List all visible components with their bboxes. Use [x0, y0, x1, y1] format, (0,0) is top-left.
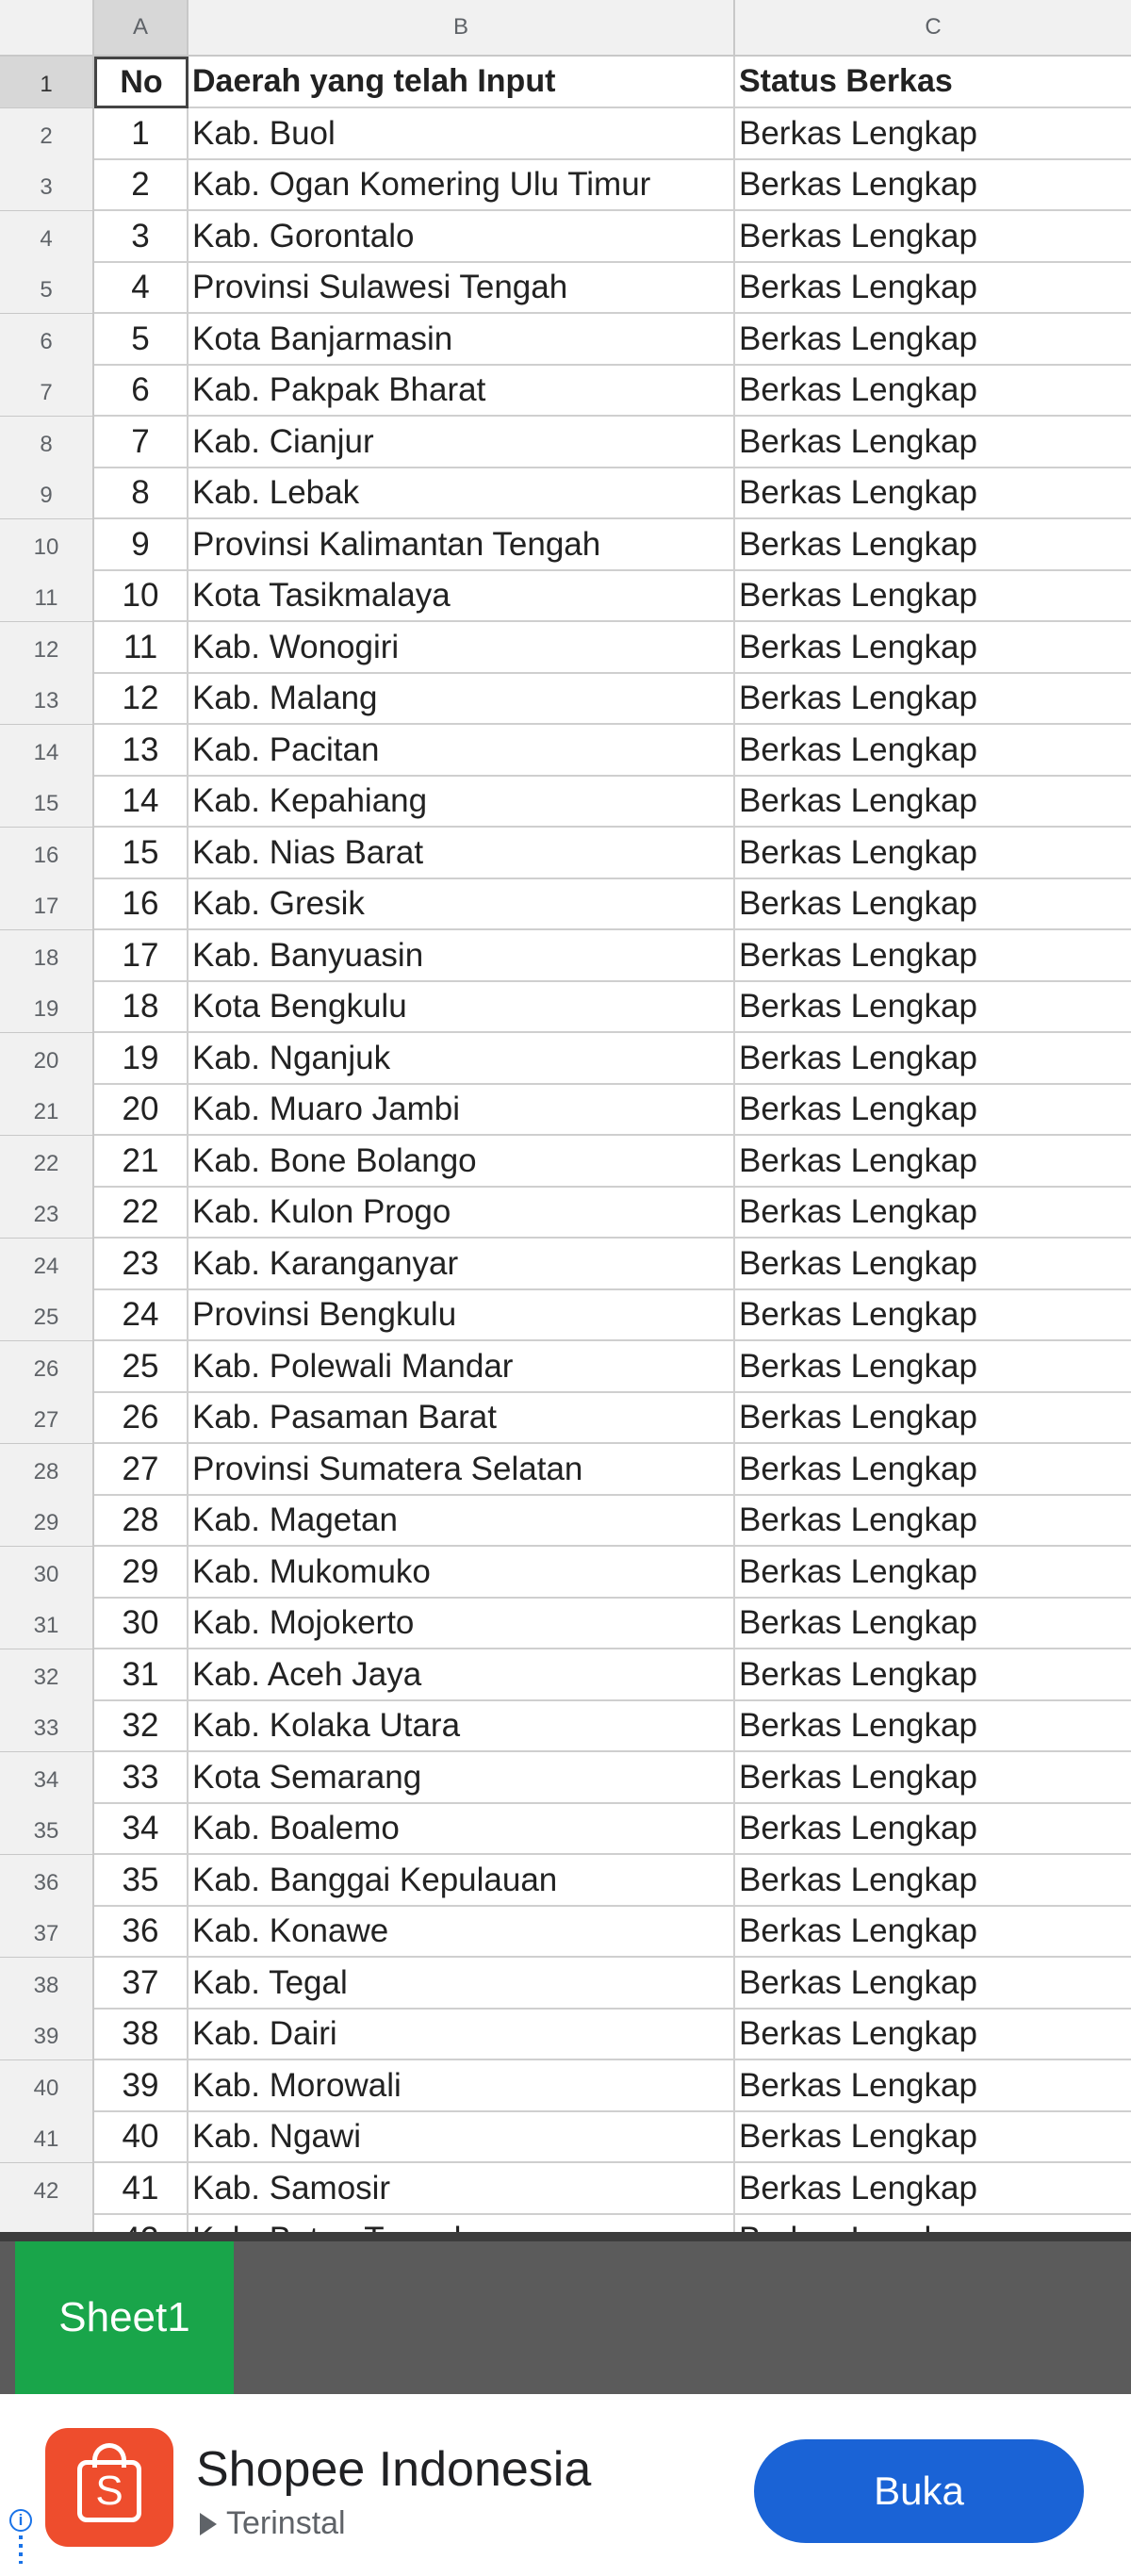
cell-status[interactable]: Berkas Lengkap [735, 262, 1131, 314]
cell-no[interactable]: 1 [94, 108, 188, 160]
table-row [0, 1495, 1131, 1547]
cell-no[interactable]: No [94, 57, 188, 108]
row-number[interactable]: 36 [0, 1855, 94, 1907]
cell-no[interactable]: 33 [94, 1752, 188, 1804]
table-row [0, 1187, 1131, 1239]
cell-region[interactable]: Kab. Pasaman Barat [188, 1392, 735, 1444]
cell-region[interactable]: Kota Bengkulu [188, 981, 735, 1033]
cell-status[interactable]: Berkas Lengkap [735, 159, 1131, 211]
table-row [0, 1906, 1131, 1958]
cell-region[interactable]: Kab. Kolaka Utara [188, 1700, 735, 1752]
cell-status[interactable]: Berkas Lengkap [735, 2111, 1131, 2163]
cell-no[interactable]: 7 [94, 417, 188, 468]
table-row [0, 2060, 1131, 2112]
header-row [0, 57, 1131, 108]
cell-region[interactable]: Daerah yang telah Input [188, 57, 735, 108]
cell-no[interactable]: 22 [94, 1187, 188, 1239]
cell-status[interactable]: Berkas Lengkap [735, 1958, 1131, 2010]
cell-status[interactable]: Berkas Lengkap [735, 1289, 1131, 1341]
shopee-bag-icon [45, 2428, 173, 2547]
cell-status[interactable]: Berkas Lengkap [735, 108, 1131, 160]
row-number[interactable]: 19 [0, 981, 94, 1033]
cell-region[interactable]: Kab. Aceh Jaya [188, 1649, 735, 1701]
cell-no[interactable]: 35 [94, 1855, 188, 1907]
cell-region[interactable]: Kab. Mukomuko [188, 1547, 735, 1599]
row-number[interactable]: 42 [0, 2163, 94, 2215]
row-number[interactable]: 2 [0, 108, 94, 160]
cell-status[interactable]: Berkas Lengkap [735, 1136, 1131, 1188]
table-row [0, 776, 1131, 828]
row-number[interactable]: 34 [0, 1752, 94, 1804]
cell-no[interactable]: 9 [94, 519, 188, 571]
table-row [0, 1700, 1131, 1752]
table-row [0, 1444, 1131, 1496]
cell-no[interactable]: 21 [94, 1136, 188, 1188]
row-number[interactable]: 28 [0, 1444, 94, 1496]
cell-status[interactable]: Status Berkas [735, 57, 1131, 108]
cell-no[interactable]: 28 [94, 1495, 188, 1547]
row-number[interactable]: 12 [0, 622, 94, 674]
cell-no[interactable]: 32 [94, 1700, 188, 1752]
row-number[interactable]: 16 [0, 828, 94, 879]
cell-region[interactable]: Kab. Nias Barat [188, 828, 735, 879]
cell-region[interactable]: Kab. Magetan [188, 1495, 735, 1547]
cell-region[interactable]: Kab. Banyuasin [188, 930, 735, 982]
cell-status[interactable]: Berkas Lengkap [735, 1341, 1131, 1393]
table-row [0, 1392, 1131, 1444]
cell-no[interactable]: 11 [94, 622, 188, 674]
sheet-tab-sheet1[interactable]: Sheet1 [15, 2241, 234, 2394]
cell-region[interactable]: Kab. Muaro Jambi [188, 1084, 735, 1136]
cell-status[interactable]: Berkas Lengkap [735, 622, 1131, 674]
cell-status[interactable]: Berkas Lengkap [735, 2060, 1131, 2112]
cell-region[interactable]: Kab. Lebak [188, 468, 735, 519]
row-number[interactable]: 35 [0, 1803, 94, 1855]
table-row [0, 211, 1131, 263]
cell-region[interactable]: Kab. Bone Bolango [188, 1136, 735, 1188]
cell-status[interactable]: Berkas Lengkap [735, 725, 1131, 777]
row-number[interactable]: 29 [0, 1495, 94, 1547]
table-row [0, 417, 1131, 468]
cell-no[interactable]: 3 [94, 211, 188, 263]
cell-status[interactable]: Berkas Lengkap [735, 1444, 1131, 1496]
row-number[interactable]: 8 [0, 417, 94, 468]
row-number[interactable]: 20 [0, 1033, 94, 1085]
bag-letter: S [77, 2460, 141, 2522]
cell-region[interactable]: Kota Tasikmalaya [188, 570, 735, 622]
cell-region[interactable]: Kab. Boalemo [188, 1803, 735, 1855]
cell-status[interactable]: Berkas Lengkap [735, 1495, 1131, 1547]
table-row [0, 930, 1131, 982]
cell-no[interactable]: 5 [94, 314, 188, 366]
table-row [0, 1598, 1131, 1649]
row-number[interactable]: 37 [0, 1906, 94, 1958]
table-row [0, 2163, 1131, 2215]
table-row [0, 878, 1131, 930]
cell-region[interactable]: Kab. Karanganyar [188, 1239, 735, 1290]
row-number[interactable]: 32 [0, 1649, 94, 1701]
cell-region[interactable]: Kab. Polewali Mandar [188, 1341, 735, 1393]
cell-region[interactable]: Kab. Cianjur [188, 417, 735, 468]
cell-status[interactable]: Berkas Lengkap [735, 1084, 1131, 1136]
cell-no[interactable]: 37 [94, 1958, 188, 2010]
cell-no[interactable]: 4 [94, 262, 188, 314]
row-number[interactable]: 7 [0, 365, 94, 417]
cell-no[interactable]: 23 [94, 1239, 188, 1290]
row-number[interactable]: 6 [0, 314, 94, 366]
table-row [0, 1958, 1131, 2010]
cell-region[interactable]: Kab. Konawe [188, 1906, 735, 1958]
cell-region[interactable]: Kab. Dairi [188, 2009, 735, 2060]
row-number[interactable]: 21 [0, 1084, 94, 1136]
cell-no[interactable]: 27 [94, 1444, 188, 1496]
row-number[interactable]: 25 [0, 1289, 94, 1341]
row-number[interactable]: 24 [0, 1239, 94, 1290]
table-row [0, 828, 1131, 879]
table-row [0, 2111, 1131, 2163]
cell-region[interactable]: Kab. Ngawi [188, 2111, 735, 2163]
column-header-c[interactable]: C [925, 14, 942, 40]
cell-no[interactable]: 16 [94, 878, 188, 930]
row-number[interactable]: 18 [0, 930, 94, 982]
row-number[interactable]: 22 [0, 1136, 94, 1188]
cell-no[interactable]: 18 [94, 981, 188, 1033]
cell-status[interactable]: Berkas Lengkap [735, 570, 1131, 622]
row-number[interactable]: 26 [0, 1341, 94, 1393]
cell-region[interactable]: Provinsi Sulawesi Tengah [188, 262, 735, 314]
column-header-b[interactable]: B [188, 0, 735, 55]
column-header-bar [0, 0, 1131, 57]
row-number[interactable]: 11 [0, 570, 94, 622]
cell-region[interactable]: Provinsi Bengkulu [188, 1289, 735, 1341]
cell-status[interactable]: Berkas Lengkap [735, 1855, 1131, 1907]
cell-status[interactable]: Berkas Lengkap [735, 1906, 1131, 1958]
cell-status[interactable]: Berkas Lengkap [735, 1033, 1131, 1085]
cell-status[interactable]: Berkas Lengkap [735, 930, 1131, 982]
cell-no[interactable]: 10 [94, 570, 188, 622]
cell-status[interactable]: Berkas Lengkap [735, 365, 1131, 417]
table-row [0, 1547, 1131, 1599]
row-number[interactable]: 15 [0, 776, 94, 828]
cell-status[interactable]: Berkas Lengkap [735, 519, 1131, 571]
cell-region[interactable]: Kab. Nganjuk [188, 1033, 735, 1085]
cell-region[interactable]: Kota Semarang [188, 1752, 735, 1804]
table-row [0, 159, 1131, 211]
cell-status[interactable]: Berkas Lengkap [735, 2009, 1131, 2060]
cell-no[interactable]: 14 [94, 776, 188, 828]
table-row [0, 519, 1131, 571]
cell-status[interactable]: Berkas Lengkap [735, 981, 1131, 1033]
cell-status[interactable]: Berkas Lengkap [735, 1187, 1131, 1239]
cell-no[interactable]: 31 [94, 1649, 188, 1701]
table-row [0, 1136, 1131, 1188]
table-row [0, 673, 1131, 725]
cell-status[interactable]: Berkas Lengkap [735, 417, 1131, 468]
cell-no[interactable]: 6 [94, 365, 188, 417]
cell-region[interactable]: Kab. Banggai Kepulauan [188, 1855, 735, 1907]
row-number[interactable]: 23 [0, 1187, 94, 1239]
ad-install-status [200, 2505, 346, 2542]
row-number[interactable]: 27 [0, 1392, 94, 1444]
table-row [0, 1033, 1131, 1085]
table-row [0, 1855, 1131, 1907]
row-number[interactable]: 9 [0, 468, 94, 519]
cell-no[interactable]: 25 [94, 1341, 188, 1393]
table-row [0, 622, 1131, 674]
cell-no[interactable]: 38 [94, 2009, 188, 2060]
table-row [0, 365, 1131, 417]
ad-status-label: Terinstal [226, 2505, 346, 2541]
cell-region[interactable]: Kab. Gresik [188, 878, 735, 930]
table-row [0, 108, 1131, 160]
cell-status[interactable]: Berkas Lengkap [735, 1598, 1131, 1649]
cell-region[interactable]: Kab. Mojokerto [188, 1598, 735, 1649]
table-row [0, 1649, 1131, 1701]
cell-region[interactable]: Kab. Gorontalo [188, 211, 735, 263]
table-row [0, 1752, 1131, 1804]
cell-no[interactable]: 17 [94, 930, 188, 982]
cell-status[interactable]: Berkas Lengkap [735, 776, 1131, 828]
cell-no[interactable]: 20 [94, 1084, 188, 1136]
table-row [0, 570, 1131, 622]
cell-region[interactable]: Kota Banjarmasin [188, 314, 735, 366]
ad-banner[interactable] [0, 2394, 1131, 2576]
cell-no[interactable]: 40 [94, 2111, 188, 2163]
row-number[interactable]: 31 [0, 1598, 94, 1649]
cell-region[interactable]: Kab. Pakpak Bharat [188, 365, 735, 417]
table-row [0, 468, 1131, 519]
cell-region[interactable]: Kab. Kepahiang [188, 776, 735, 828]
cell-region[interactable]: Kab. Pacitan [188, 725, 735, 777]
row-number[interactable]: 17 [0, 878, 94, 930]
table-row [0, 1341, 1131, 1393]
cell-region[interactable]: Kab. Morowali [188, 2060, 735, 2112]
cell-no[interactable]: 39 [94, 2060, 188, 2112]
cell-no[interactable]: 30 [94, 1598, 188, 1649]
table-row [0, 1239, 1131, 1290]
cell-region[interactable]: Provinsi Sumatera Selatan [188, 1444, 735, 1496]
cell-region[interactable]: Kab. Wonogiri [188, 622, 735, 674]
cell-no[interactable]: 15 [94, 828, 188, 879]
row-number[interactable]: 41 [0, 2111, 94, 2163]
cell-no[interactable]: 29 [94, 1547, 188, 1599]
cell-status[interactable]: Berkas Lengkap [735, 828, 1131, 879]
row-number[interactable]: 14 [0, 725, 94, 777]
table-row [0, 981, 1131, 1033]
cell-no[interactable]: 36 [94, 1906, 188, 1958]
row-number[interactable]: 1 [0, 57, 94, 108]
column-header-a[interactable]: A [94, 0, 188, 55]
cell-region[interactable]: Kab. Ogan Komering Ulu Timur [188, 159, 735, 211]
ad-menu-icon[interactable] [19, 2535, 23, 2564]
row-number[interactable]: 13 [0, 673, 94, 725]
sheet-tab-bar [0, 2232, 1131, 2394]
row-number[interactable]: 33 [0, 1700, 94, 1752]
row-number[interactable]: 4 [0, 211, 94, 263]
table-row [0, 1803, 1131, 1855]
table-row [0, 1289, 1131, 1341]
cell-no[interactable]: 26 [94, 1392, 188, 1444]
table-row [0, 262, 1131, 314]
cell-no[interactable]: 2 [94, 159, 188, 211]
row-number[interactable]: 39 [0, 2009, 94, 2060]
cell-status[interactable]: Berkas Lengkap [735, 1547, 1131, 1599]
row-number[interactable]: 40 [0, 2060, 94, 2112]
cell-region[interactable]: Kab. Buol [188, 108, 735, 160]
select-all-corner[interactable] [0, 0, 94, 55]
cell-status[interactable]: Berkas Lengkap [735, 673, 1131, 725]
cell-region[interactable]: Kab. Malang [188, 673, 735, 725]
cell-no[interactable]: 12 [94, 673, 188, 725]
cell-status[interactable]: Berkas Lengkap [735, 2163, 1131, 2215]
play-store-icon [200, 2513, 217, 2535]
row-number[interactable]: 10 [0, 519, 94, 571]
cell-status[interactable]: Berkas Lengkap [735, 314, 1131, 366]
row-number[interactable]: 30 [0, 1547, 94, 1599]
cell-no[interactable]: 13 [94, 725, 188, 777]
cell-status[interactable]: Berkas Lengkap [735, 1392, 1131, 1444]
table-row [0, 2009, 1131, 2060]
cell-no[interactable]: 19 [94, 1033, 188, 1085]
cell-status[interactable]: Berkas Lengkap [735, 1700, 1131, 1752]
cell-no[interactable]: 41 [94, 2163, 188, 2215]
ad-info-icon[interactable]: i [9, 2509, 32, 2532]
row-number[interactable]: 5 [0, 262, 94, 314]
cell-no[interactable]: 24 [94, 1289, 188, 1341]
open-button[interactable]: Buka [754, 2439, 1084, 2543]
cell-region[interactable]: Kab. Kulon Progo [188, 1187, 735, 1239]
cell-status[interactable]: Berkas Lengkap [735, 878, 1131, 930]
cell-status[interactable]: Berkas Lengkap [735, 1649, 1131, 1701]
cell-status[interactable]: Berkas Lengkap [735, 211, 1131, 263]
table-row [0, 314, 1131, 366]
cell-region[interactable]: Provinsi Kalimantan Tengah [188, 519, 735, 571]
row-number[interactable]: 38 [0, 1958, 94, 2010]
cell-no[interactable]: 8 [94, 468, 188, 519]
row-number[interactable]: 3 [0, 159, 94, 211]
cell-region[interactable]: Kab. Tegal [188, 1958, 735, 2010]
cell-status[interactable]: Berkas Lengkap [735, 1752, 1131, 1804]
cell-status[interactable]: Berkas Lengkap [735, 1803, 1131, 1855]
ad-app-name: Shopee Indonesia [196, 2442, 592, 2497]
table-row [0, 725, 1131, 777]
cell-status[interactable]: Berkas Lengkap [735, 468, 1131, 519]
table-row [0, 1084, 1131, 1136]
cell-status[interactable]: Berkas Lengkap [735, 1239, 1131, 1290]
cell-region[interactable]: Kab. Samosir [188, 2163, 735, 2215]
cell-no[interactable]: 34 [94, 1803, 188, 1855]
